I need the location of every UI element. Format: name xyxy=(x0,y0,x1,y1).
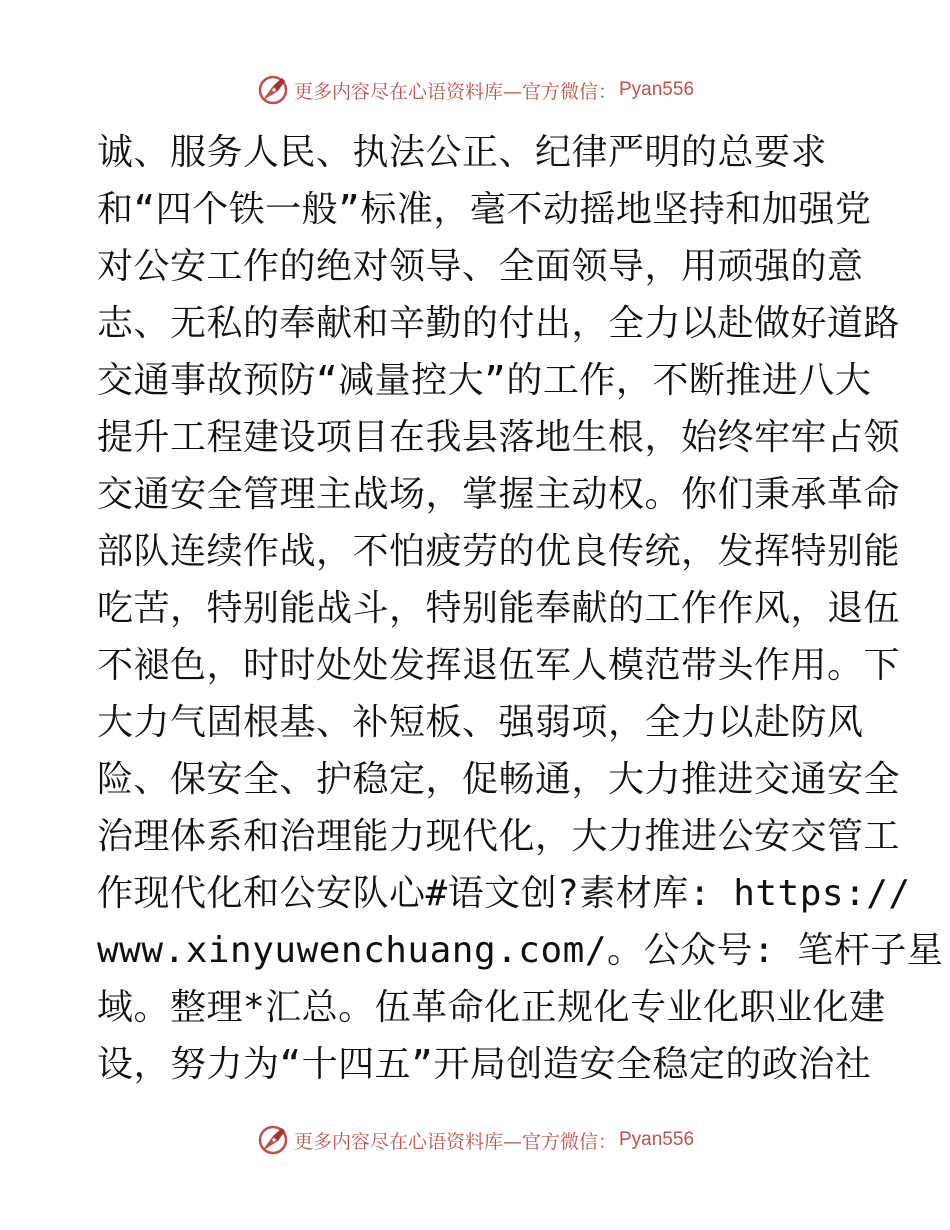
footer-banner-text: 更多内容尽在心语资料库—官方微信： xyxy=(293,1130,617,1153)
header-wechat-id: Pyan556 xyxy=(619,79,695,100)
text-line: 交通安全管理主战场，掌握主动权。你们秉承革命 xyxy=(97,474,901,515)
text-line: 设，努力为“十四五”开局创造安全稳定的政治社 xyxy=(97,1044,872,1085)
pen-nib-icon xyxy=(256,1123,290,1157)
text-line: 志、无私的奉献和辛勤的付出，全力以赴做好道路 xyxy=(97,303,901,344)
footer-banner xyxy=(0,1120,950,1160)
text-line: 诚、服务人民、执法公正、纪律严明的总要求 xyxy=(97,132,828,173)
text-line: 域。整理*汇总。伍革命化正规化专业化职业化建 xyxy=(97,987,886,1028)
footer-wechat-id: Pyan556 xyxy=(619,1129,695,1150)
pen-nib-icon xyxy=(256,73,290,107)
text-line: 作现代化和公安队心#语文创?素材库: https:// xyxy=(97,873,911,914)
text-line: 和“四个铁一般”标准，毫不动摇地坚持和加强党 xyxy=(97,189,872,230)
text-line: 治理体系和治理能力现代化，大力推进公安交管工 xyxy=(97,816,901,857)
text-line: 吃苦，特别能战斗，特别能奉献的工作作风，退伍 xyxy=(97,588,901,629)
text-line: 部队连续作战，不怕疲劳的优良传统，发挥特别能 xyxy=(97,531,901,572)
header-banner xyxy=(0,70,950,110)
text-line: 大力气固根基、补短板、强弱项，全力以赴防风 xyxy=(97,702,864,743)
text-line: 对公安工作的绝对领导、全面领导，用顽强的意 xyxy=(97,246,864,287)
header-banner-text: 更多内容尽在心语资料库—官方微信： xyxy=(293,80,617,103)
text-line: 交通事故预防“减量控大”的工作，不断推进八大 xyxy=(97,360,872,401)
text-line: 提升工程建设项目在我县落地生根，始终牢牢占领 xyxy=(97,417,901,458)
document-body xyxy=(97,124,944,1093)
text-line: 险、保安全、护稳定，促畅通，大力推进交通安全 xyxy=(97,759,901,800)
text-line: 不褪色，时时处处发挥退伍军人模范带头作用。下 xyxy=(97,645,901,686)
text-line: www.xinyuwenchuang.com/。公众号: 笔杆子星 xyxy=(97,930,944,971)
